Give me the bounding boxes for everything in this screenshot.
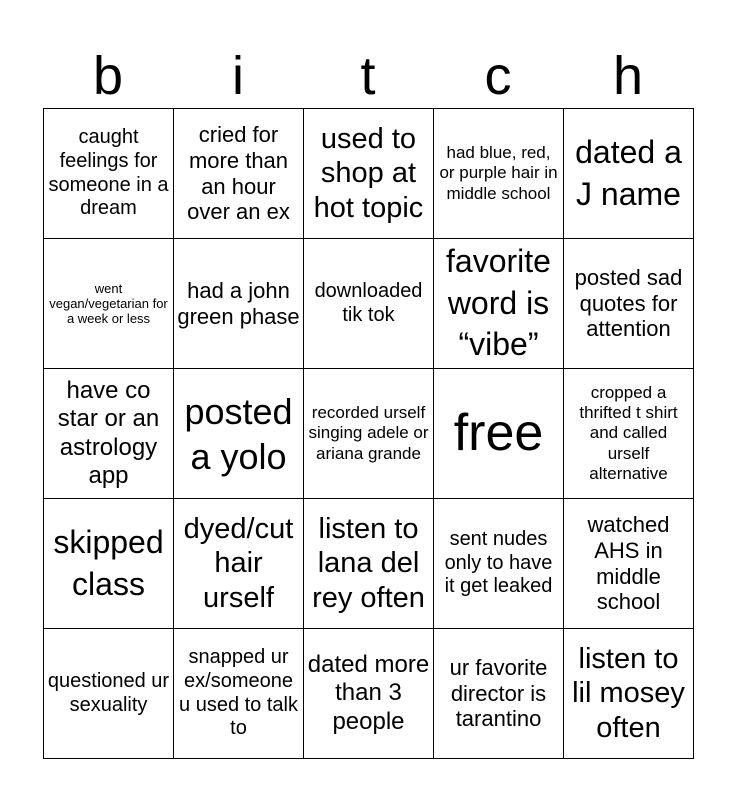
bingo-cell-2-5[interactable]: posted sad quotes for attention [564, 239, 694, 369]
bingo-cell-1-3[interactable]: used to shop at hot topic [304, 109, 434, 239]
bingo-board [43, 108, 694, 759]
bingo-cell-5-5[interactable]: listen to lil mosey often [564, 629, 694, 759]
board-row-3 [44, 369, 694, 499]
bingo-cell-4-5[interactable]: watched AHS in middle school [564, 499, 694, 629]
bingo-cell-4-2[interactable]: dyed/cut hair urself [174, 499, 304, 629]
board-row-5 [44, 629, 694, 759]
board-row-4 [44, 499, 694, 629]
bingo-cell-1-4[interactable]: had blue, red, or purple hair in middle school [434, 109, 564, 239]
bingo-cell-1-1[interactable]: caught feelings for someone in a dream [44, 109, 174, 239]
header-letter-h: h [612, 46, 644, 106]
board-row-2 [44, 239, 694, 369]
bingo-cell-5-1[interactable]: questioned ur sexuality [44, 629, 174, 759]
bingo-cell-3-3[interactable]: recorded urself singing adele or ariana grande [304, 369, 434, 499]
bingo-cell-2-4[interactable]: favorite word is “vibe” [434, 239, 564, 369]
bingo-cell-5-4[interactable]: ur favorite director is tarantino [434, 629, 564, 759]
bingo-cell-4-4[interactable]: sent nudes only to have it get leaked [434, 499, 564, 629]
bingo-cell-2-3[interactable]: downloaded tik tok [304, 239, 434, 369]
bingo-cell-4-3[interactable]: listen to lana del rey often [304, 499, 434, 629]
bingo-cell-4-1[interactable]: skipped class [44, 499, 174, 629]
bingo-header [43, 44, 693, 108]
bingo-cell-5-3[interactable]: dated more than 3 people [304, 629, 434, 759]
header-letter-i: i [232, 46, 244, 106]
bingo-cell-3-5[interactable]: cropped a thrifted t shirt and called urself alternative [564, 369, 694, 499]
bingo-cell-1-2[interactable]: cried for more than an hour over an ex [174, 109, 304, 239]
header-letter-b: b [92, 46, 124, 106]
bingo-cell-5-2[interactable]: snapped ur ex/someone u used to talk to [174, 629, 304, 759]
free-space-cell[interactable]: free [434, 369, 564, 499]
bingo-cell-3-2[interactable]: posted a yolo [174, 369, 304, 499]
board-row-1 [44, 109, 694, 239]
bingo-cell-3-1[interactable]: have co star or an astrology app [44, 369, 174, 499]
bingo-cell-2-1[interactable]: went vegan/vegetarian for a week or less [44, 239, 174, 369]
header-letter-t: t [360, 46, 376, 106]
bingo-cell-2-2[interactable]: had a john green phase [174, 239, 304, 369]
header-letter-c: c [484, 46, 512, 106]
bingo-cell-1-5[interactable]: dated a J name [564, 109, 694, 239]
